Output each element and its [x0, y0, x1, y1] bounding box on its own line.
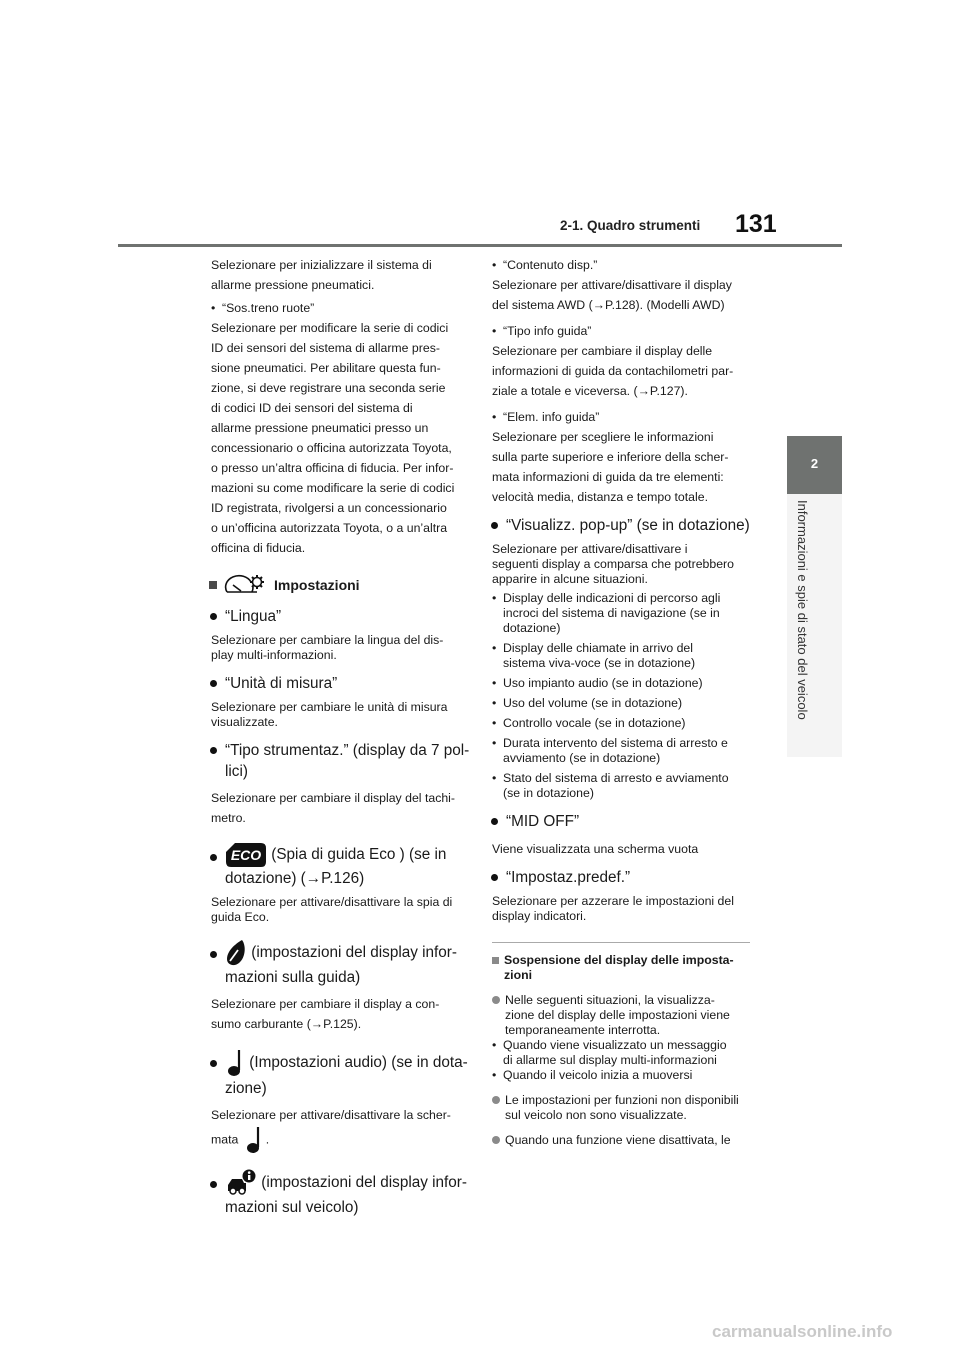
paragraph: Selezionare per attivare/disattivare il display del sistema AWD (→P.128). (Modelli AWD) — [492, 278, 732, 312]
paragraph: Selezionare per attivare/disattivare la spia di guida Eco. — [211, 895, 453, 924]
watermark: carmanualsonline.info — [712, 1322, 893, 1341]
tipo-strumentaz-heading: “Tipo strumentaz.” (display da 7 pol- lici) — [211, 740, 473, 782]
bullet-dot — [210, 1060, 217, 1067]
note-dot — [492, 996, 500, 1004]
mid-off-heading: “MID OFF” — [492, 811, 750, 832]
list-item: • Stato del sistema di arresto e avviamento (se in dotazione) — [492, 771, 750, 801]
paragraph: Selezionare per cambiare il display delle informazioni di guida da contachilometri par- ziale a totale e viceversa. (→P.127). — [492, 344, 734, 398]
settings-heading-label: Impostazioni — [274, 577, 360, 593]
car-info-icon — [225, 1169, 257, 1197]
paragraph: Selezionare per attivare/disattivare i seguenti display a comparsa che potrebbero apparire in alcune situazioni. — [492, 542, 734, 586]
paragraph: Selezionare per attivare/disattivare la scher- mata . — [211, 1105, 473, 1155]
popup-heading: “Visualizz. pop-up” (se in dotazione) — [492, 515, 750, 536]
list-item: • Quando il veicolo inizia a muoversi — [492, 1068, 750, 1083]
note-dot — [492, 1136, 500, 1144]
paragraph: Selezionare per modificare la serie di codici ID dei sensori del sistema di allarme pres- sione pneumatici. Per abilitare questa fun- zione, si deve registrare una seconda serie di codici ID dei sensori del sistema di allarme pressione pneumatici presso un concessionario o officina autorizzata Toyota, o presso un’altra officina di fiducia. Per infor- mazioni su come modificare la serie di codici ID registrata, rivolgersi a un concessionario o un’officina autorizzata Toyota, o a un’altra officina di fiducia. — [211, 321, 455, 555]
paragraph: Selezionare per scegliere le informazioni sulla parte superiore e inferiore della scher- mata informazioni di guida da tre elementi: velocità media, distanza e tempo totale. — [492, 430, 729, 504]
bullet-dot — [210, 747, 217, 754]
square-bullet — [492, 957, 499, 964]
music-note-icon — [244, 1125, 264, 1155]
predef-heading: “Impostaz.predef.” — [492, 867, 750, 888]
svg-text:ECO: ECO — [230, 847, 262, 863]
list-item: • Uso impianto audio (se in dotazione) — [492, 676, 750, 691]
settings-heading — [209, 574, 473, 596]
note: Le impostazioni per funzioni non disponibili sul veicolo non sono visualizzate. — [492, 1093, 750, 1123]
paragraph: Selezionare per cambiare la lingua del dis- play multi-informazioni. — [211, 633, 444, 662]
right-column — [492, 255, 750, 1148]
music-note-icon — [225, 1048, 245, 1078]
bullet-dot — [210, 613, 217, 620]
paragraph: Selezionare per azzerare le impostazioni del display indicatori. — [492, 894, 734, 923]
fuel-drop-icon — [225, 939, 247, 967]
list-item: • “Contenuto disp.” — [492, 255, 750, 275]
square-bullet — [209, 581, 217, 589]
eco-badge-icon — [225, 842, 267, 868]
bullet-dot — [210, 680, 217, 687]
bullet-dot — [491, 522, 498, 529]
suspension-heading: Sospensione del display delle imposta- zioni — [492, 953, 750, 983]
list-item: • Uso del volume (se in dotazione) — [492, 696, 750, 711]
list-item: • Display delle chiamate in arrivo del sistema viva-voce (se in dotazione) — [492, 641, 750, 671]
bullet-dot — [491, 818, 498, 825]
list-item: • Durata intervento del sistema di arresto e avviamento (se in dotazione) — [492, 736, 750, 766]
paragraph: Selezionare per cambiare le unità di misura visualizzate. — [211, 700, 448, 729]
drive-info-heading: (impostazioni del display infor- mazioni sulla guida) — [211, 939, 473, 988]
settings-meter-gear-icon — [224, 574, 268, 596]
unita-heading: “Unità di misura” — [211, 673, 473, 694]
audio-heading: (Impostazioni audio) (se in dota- zione) — [211, 1048, 473, 1099]
bullet-dot — [210, 854, 217, 861]
list-item: • Controllo vocale (se in dotazione) — [492, 716, 750, 731]
paragraph: Selezionare per cambiare il display a con- sumo carburante (→P.125). — [211, 997, 440, 1031]
bullet-dot — [210, 1181, 217, 1188]
chapter-title: Informazioni e spie di stato del veicolo — [795, 500, 810, 720]
list-item: • “Sos.treno ruote” — [211, 298, 473, 318]
bullet-dot — [491, 874, 498, 881]
lingua-heading: “Lingua” — [211, 606, 473, 627]
header-rule — [118, 244, 842, 247]
chapter-number: 2 — [810, 456, 819, 471]
list-item: • Display delle indicazioni di percorso agli incroci del sistema di navigazione (se in dotazione) — [492, 591, 750, 636]
note: Nelle seguenti situazioni, la visualizza- zione del display delle impostazioni viene temporaneamente interrotta. • Quando viene visualizzato un messaggio di allarme sul display multi-informazioni • Quando il veicolo inizia a muoversi — [492, 993, 750, 1083]
bullet-dot — [210, 951, 217, 958]
eco-heading: ECO (Spia di guida Eco ) (se in dotazione) (→P.126) — [211, 842, 473, 889]
left-column — [211, 255, 473, 1224]
paragraph: Selezionare per inizializzare il sistema di allarme pressione pneumatici. — [211, 258, 432, 292]
list-item: • Quando viene visualizzato un messaggio di allarme sul display multi-informazioni — [492, 1038, 750, 1068]
note-dot — [492, 1096, 500, 1104]
paragraph: Viene visualizzata una scherma vuota — [492, 842, 699, 856]
page-number: 131 — [735, 210, 777, 238]
list-item: • “Elem. info guida” — [492, 407, 750, 427]
paragraph: Selezionare per cambiare il display del tachi- metro. — [211, 791, 456, 825]
vehicle-info-heading: (impostazioni del display infor- mazioni sul veicolo) — [211, 1169, 473, 1218]
section-divider — [492, 942, 750, 943]
note: Quando una funzione viene disattivata, le — [492, 1133, 750, 1148]
list-item: • “Tipo info guida” — [492, 321, 750, 341]
section-title: 2-1. Quadro strumenti — [560, 218, 701, 233]
